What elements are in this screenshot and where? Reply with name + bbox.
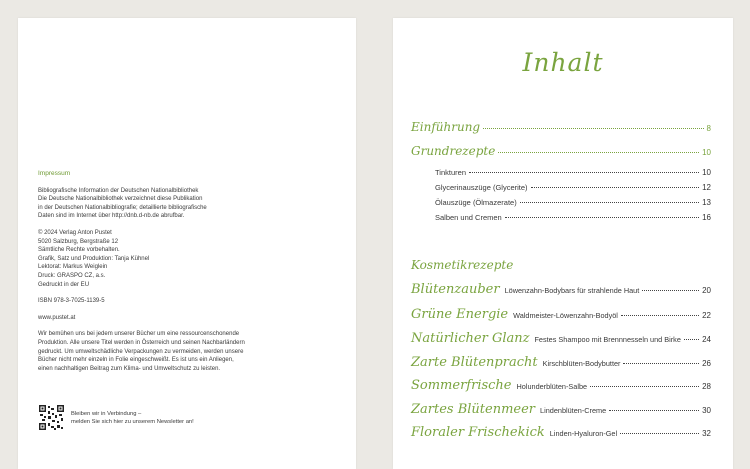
recipe-name: Blütenzauber [411, 282, 500, 297]
toc-page-number: 10 [702, 168, 711, 177]
recipe-description: Löwenzahn-Bodybars für strahlende Haut [504, 286, 640, 295]
qr-code-icon[interactable] [38, 404, 65, 431]
newsletter-block [38, 404, 194, 431]
toc-subentry-label: Glycerinauszüge (Glycerite) [435, 183, 528, 192]
impressum-paragraph: Bibliografische Information der Deutschen Nationalbibliothek Die Deutsche Nationalbibliothek verzeichnet diese Publikation in der Deutschen Nationalbibliografie; detaillierte bibliografische Daten sind im Internet über http://dnb.d-nb.de abrufbar. [38, 187, 207, 220]
impressum-paragraph: © 2024 Verlag Anton Pustet 5020 Salzburg, Bergstraße 12 Sämtliche Rechte vorbehalten. Grafik, Satz und Produktion: Tanja Kühnel Lektorat: Markus Weiglein Druck: GRASPO CZ, a.s. Gedruckt in der EU [38, 229, 150, 288]
recipe-description: Holunderblüten-Salbe [516, 382, 588, 391]
dot-leader [684, 339, 699, 340]
toc-recipe-entry[interactable] [411, 402, 711, 417]
dot-leader [620, 433, 699, 434]
toc-subentry-label: Salben und Cremen [435, 213, 502, 222]
toc-page-number: 24 [702, 335, 711, 344]
toc-recipe-entry[interactable] [411, 307, 711, 322]
toc-page-number: 20 [702, 286, 711, 295]
recipe-description: Kirschblüten-Bodybutter [542, 359, 621, 368]
dot-leader [531, 187, 700, 188]
recipe-name: Zarte Blütenpracht [411, 355, 538, 370]
recipe-name: Floraler Frischekick [411, 425, 545, 440]
toc-page-number: 16 [702, 213, 711, 222]
left-page [18, 18, 356, 469]
toc-subentry[interactable] [435, 213, 711, 222]
dot-leader [623, 363, 699, 364]
recipe-name: Grüne Energie [411, 307, 509, 322]
recipe-name: Natürlicher Glanz [411, 331, 530, 346]
right-page [393, 18, 733, 469]
recipe-name: Sommerfrische [411, 378, 512, 393]
toc-recipe-entry[interactable] [411, 378, 711, 393]
toc-page-number: 10 [702, 148, 711, 157]
toc-page-number: 26 [702, 359, 711, 368]
toc-subentry[interactable] [435, 183, 711, 192]
toc-entry-label: Einführung [411, 120, 481, 134]
toc-page-number: 12 [702, 183, 711, 192]
toc-subentry-label: Ölauszüge (Ölmazerate) [435, 198, 517, 207]
dot-leader [642, 290, 699, 291]
impressum-title: Impressum [38, 170, 71, 177]
toc-recipe-entry[interactable] [411, 425, 711, 440]
toc-recipe-entry[interactable] [411, 331, 711, 346]
recipe-description: Linden-Hyaluron-Gel [549, 429, 618, 438]
toc-entry-grundrezepte[interactable] [411, 144, 711, 158]
section-heading: Kosmetikrezepte [411, 258, 514, 272]
dot-leader [520, 202, 699, 203]
toc-title: Inhalt [522, 48, 604, 77]
dot-leader [621, 315, 699, 316]
website: www.pustet.at [38, 314, 76, 321]
toc-subentry-label: Tinkturen [435, 168, 466, 177]
isbn: ISBN 978-3-7025-1139-5 [38, 298, 105, 305]
toc-subentry[interactable] [435, 198, 711, 207]
toc-entry-label: Grundrezepte [411, 144, 496, 158]
toc-page-number: 28 [702, 382, 711, 391]
toc-subentry[interactable] [435, 168, 711, 177]
recipe-description: Lindenblüten-Creme [540, 406, 607, 415]
toc-page-number: 32 [702, 429, 711, 438]
toc-page-number: 30 [702, 406, 711, 415]
toc-entry-einfuehrung[interactable] [411, 120, 711, 134]
dot-leader [469, 172, 699, 173]
dot-leader [498, 152, 699, 153]
toc-page-number: 22 [702, 311, 711, 320]
toc-recipe-entry[interactable] [411, 282, 711, 297]
toc-recipe-entry[interactable] [411, 355, 711, 370]
recipe-name: Zartes Blütenmeer [411, 402, 536, 417]
toc-page-number: 13 [702, 198, 711, 207]
dot-leader [590, 386, 699, 387]
newsletter-text: Bleiben wir in Verbindung – melden Sie sich hier zu unserem Newsletter an! [71, 410, 194, 425]
impressum-paragraph: Wir bemühen uns bei jedem unserer Bücher um eine ressourcenschonende Produktion. Alle unsere Titel werden in Österreich und seinen Nachbarländern gedruckt. Um umweltschädliche Verpackungen zu vermeiden, werden unsere Bücher nicht mehr einzeln in Folie eingeschweißt. Es ist uns ein Anliegen, einen nachhaltigen Beitrag zum Klima- und Umweltschutz zu leisten. [38, 331, 245, 372]
toc-page-number: 8 [706, 124, 711, 133]
dot-leader [483, 128, 703, 129]
impressum-block [38, 170, 338, 381]
dot-leader [505, 217, 699, 218]
recipe-description: Waldmeister-Löwenzahn-Bodyöl [513, 311, 618, 320]
dot-leader [609, 410, 699, 411]
recipe-description: Festes Shampoo mit Brennnesseln und Birke [534, 335, 681, 344]
